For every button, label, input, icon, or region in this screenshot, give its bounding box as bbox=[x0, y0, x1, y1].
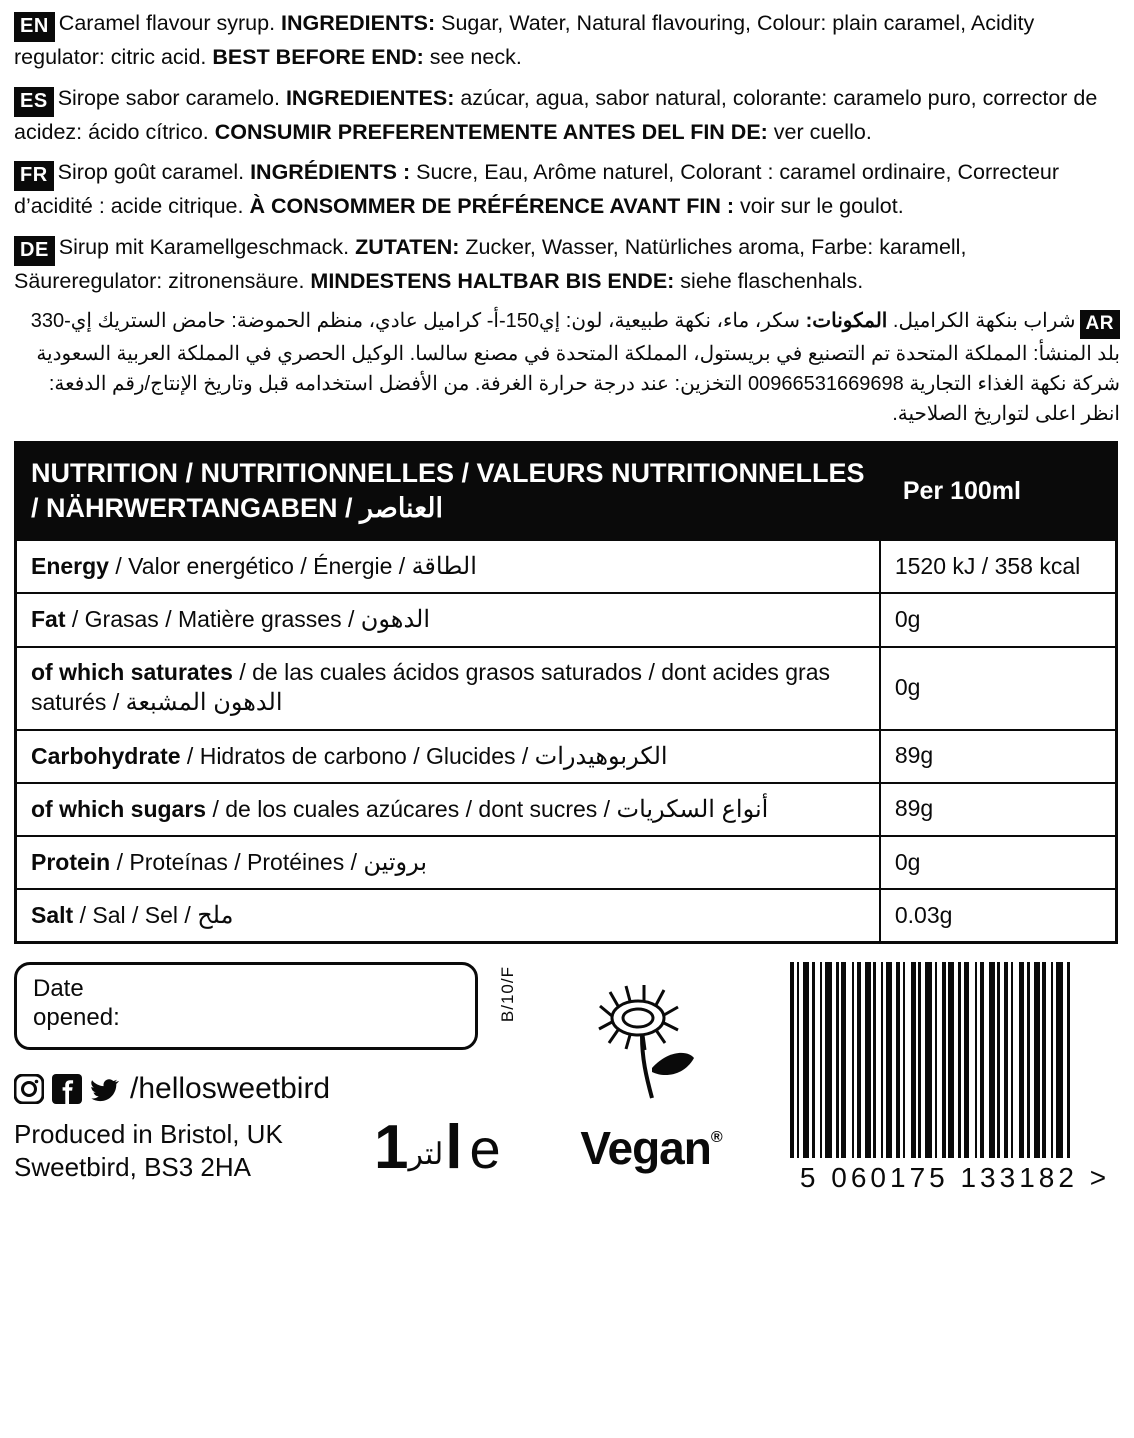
ingredients-languages bbox=[14, 8, 1120, 429]
instagram-icon[interactable] bbox=[14, 1074, 44, 1104]
estimate-mark: e bbox=[469, 1117, 500, 1181]
nutrition-row-label bbox=[16, 836, 880, 889]
text-segment: سكر، ماء، نكهة طبيعية، لون: إي150-أ- كراميل عادي، منظم الحموضة: حامض الستريك إي-330 بلد المنشأ: المملكة المتحدة تم التصنيع في بريستول، المملكة المتحدة في مصنع سالسا. الوكيل الحصري في المملكة العربية السعودية شركة نكهة الغذاء التجارية 00966531669698 التخزين: عند درجة حرارة الغرفة. من الأفضل استخدامه قبل وتاريخ الإنتاج/رقم الدفعة: انظر اعلى لتواريخ الصلاحية. bbox=[30, 310, 1120, 426]
nutrient-name: Salt bbox=[31, 902, 74, 929]
nutrient-translations: / Sal / Sel / bbox=[73, 902, 198, 929]
nutrition-header-label: NUTRITION / NUTRITIONNELLES / VALEURS NUTRITIONNELLES / NÄHRWERTANGABEN / العناصر bbox=[16, 443, 880, 541]
table-row bbox=[16, 593, 1117, 646]
text-segment-bold: INGREDIENTES: bbox=[285, 85, 455, 110]
text-segment: Sucre, Eau, Arôme naturel, Colorant : caramel ordinaire, Correcteur d’acidité : acide citrique. bbox=[14, 160, 1060, 219]
table-row bbox=[16, 730, 1117, 783]
nutrient-translations: / Valor energético / Énergie / bbox=[108, 553, 412, 580]
label-footer bbox=[14, 962, 1120, 1212]
nutrient-arabic: الدهون المشبعة bbox=[125, 689, 283, 717]
barcode bbox=[790, 962, 1120, 1194]
nutrient-translations: / Hidratos de carbono / Glucides / bbox=[180, 742, 535, 769]
nutrient-arabic: الطاقة bbox=[411, 553, 477, 581]
language-tag-ar: AR bbox=[1080, 310, 1120, 339]
nutrient-translations: / Proteínas / Protéines / bbox=[110, 848, 364, 875]
text-segment-bold: MINDESTENS HALTBAR BIS ENDE: bbox=[310, 268, 675, 293]
nutrition-row-label bbox=[16, 730, 880, 783]
language-tag-es: ES bbox=[14, 87, 54, 117]
ingredients-text-de bbox=[14, 235, 966, 293]
date-opened-label-line2: opened: bbox=[33, 1003, 120, 1031]
text-segment-bold: BEST BEFORE END: bbox=[212, 45, 424, 69]
volume-arabic: لتر bbox=[408, 1138, 444, 1172]
table-row bbox=[16, 540, 1117, 593]
text-segment-bold: CONSUMIR PREFERENTEMENTE ANTES DEL FIN DE: bbox=[214, 119, 768, 144]
nutrient-arabic: ملح bbox=[197, 902, 234, 930]
table-row bbox=[16, 647, 1117, 730]
text-segment: ver cuello. bbox=[767, 119, 872, 144]
nutrition-row-value: 89g bbox=[880, 783, 1117, 836]
ingredients-block-es bbox=[14, 83, 1120, 148]
text-segment-bold: ZUTATEN: bbox=[355, 234, 460, 259]
social-links bbox=[14, 1072, 330, 1106]
text-segment: voir sur le goulot. bbox=[734, 194, 904, 219]
social-handle: /hellosweetbird bbox=[130, 1072, 331, 1106]
ingredients-text-es bbox=[14, 86, 1097, 144]
nutrient-name: of which saturates bbox=[31, 658, 233, 685]
nutrient-arabic: الكربوهيدرات bbox=[534, 742, 668, 770]
ingredients-text-fr bbox=[14, 160, 1059, 218]
nutrition-row-value: 89g bbox=[880, 730, 1117, 783]
facebook-icon[interactable] bbox=[52, 1074, 82, 1104]
text-segment-bold: À CONSOMMER DE PRÉFÉRENCE AVANT FIN : bbox=[249, 194, 734, 219]
nutrient-arabic: الدهون bbox=[360, 606, 431, 634]
text-segment: Sirup mit Karamellgeschmack. bbox=[58, 234, 356, 259]
date-opened-box[interactable] bbox=[14, 962, 478, 1050]
ingredients-block-ar bbox=[14, 306, 1120, 429]
barcode-digits: 5 060175 133182 bbox=[799, 1162, 1078, 1194]
barcode-suffix: > bbox=[1089, 1162, 1111, 1194]
table-row bbox=[16, 836, 1117, 889]
vegan-text: Vegan bbox=[580, 1122, 711, 1175]
nutrition-header-value: Per 100ml bbox=[880, 443, 1117, 541]
volume-value: 1l bbox=[374, 1113, 462, 1183]
ingredients-block-de bbox=[14, 232, 1120, 297]
table-row bbox=[16, 783, 1117, 836]
nutrition-table-header-row bbox=[16, 443, 1117, 541]
language-tag-fr: FR bbox=[14, 161, 54, 191]
barcode-bars bbox=[790, 962, 1120, 1158]
language-tag-de: DE bbox=[14, 236, 55, 266]
nutrient-translations: / de los cuales azúcares / dont sucres / bbox=[206, 795, 617, 822]
nutrition-row-value: 0.03g bbox=[880, 889, 1117, 943]
batch-code: B/10/F bbox=[498, 966, 517, 1023]
nutrient-name: Carbohydrate bbox=[31, 742, 181, 769]
sunflower-icon bbox=[526, 972, 776, 1127]
text-segment: siehe flaschenhals. bbox=[674, 268, 864, 293]
text-segment: Sugar, Water, Natural flavouring, Colour: plain caramel, Acidity regulator: citric acid. bbox=[14, 11, 1035, 69]
nutrition-row-value: 1520 kJ / 358 kcal bbox=[880, 540, 1117, 593]
nutrient-name: of which sugars bbox=[31, 795, 207, 822]
nutrient-arabic: أنواع السكريات bbox=[616, 795, 769, 823]
nutrient-name: Energy bbox=[31, 553, 109, 580]
text-segment: azúcar, agua, sabor natural, colorante: caramelo puro, corrector de acidez: ácido cítrico. bbox=[14, 85, 1098, 144]
nutrition-row-value: 0g bbox=[880, 593, 1117, 646]
text-segment-bold: INGRÉDIENTS : bbox=[250, 160, 411, 185]
nutrient-name: Fat bbox=[31, 606, 66, 633]
nutrient-arabic: بروتين bbox=[363, 848, 428, 876]
nutrition-row-label bbox=[16, 889, 880, 943]
twitter-icon[interactable] bbox=[90, 1074, 120, 1104]
table-row bbox=[16, 889, 1117, 943]
text-segment-bold: INGREDIENTS: bbox=[281, 11, 436, 35]
producer-address bbox=[14, 1118, 283, 1183]
trademark-symbol: ® bbox=[710, 1129, 722, 1147]
address-line-1: Produced in Bristol, UK bbox=[14, 1119, 283, 1150]
nutrition-row-label bbox=[16, 593, 880, 646]
text-segment: see neck. bbox=[423, 45, 522, 69]
nutrient-name: Protein bbox=[31, 848, 111, 875]
nutrition-table bbox=[14, 441, 1118, 944]
ingredients-text-en bbox=[14, 11, 1034, 69]
nutrition-row-value: 0g bbox=[880, 836, 1117, 889]
address-line-2: Sweetbird, BS3 2HA bbox=[14, 1151, 252, 1182]
text-segment: Sirop goût caramel. bbox=[57, 160, 251, 185]
nutrition-row-value: 0g bbox=[880, 647, 1117, 730]
nutrient-translations: / de las cuales ácidos grasos saturados / dont acides gras saturés / bbox=[31, 658, 830, 716]
date-opened-label-line1: Date bbox=[33, 975, 84, 1003]
nutrition-row-label bbox=[16, 783, 880, 836]
language-tag-en: EN bbox=[14, 12, 55, 42]
text-segment: شراب بنكهة الكراميل. bbox=[887, 310, 1076, 333]
vegan-badge bbox=[526, 972, 776, 1175]
nutrition-row-label bbox=[16, 540, 880, 593]
barcode-number bbox=[790, 1162, 1120, 1194]
nutrition-row-label bbox=[16, 647, 880, 730]
vegan-label bbox=[526, 1121, 776, 1175]
text-segment-bold: المكونات: bbox=[805, 310, 888, 333]
text-segment: Zucker, Wasser, Natürliches aroma, Farbe: karamell, Säureregulator: zitronensäure. bbox=[14, 234, 967, 293]
ingredients-block-en bbox=[14, 8, 1120, 73]
ingredients-block-fr bbox=[14, 157, 1120, 222]
text-segment: Sirope sabor caramelo. bbox=[57, 85, 286, 110]
volume-statement bbox=[374, 1112, 500, 1183]
text-segment: Caramel flavour syrup. bbox=[58, 11, 282, 35]
nutrient-translations: / Grasas / Matière grasses / bbox=[65, 606, 361, 633]
